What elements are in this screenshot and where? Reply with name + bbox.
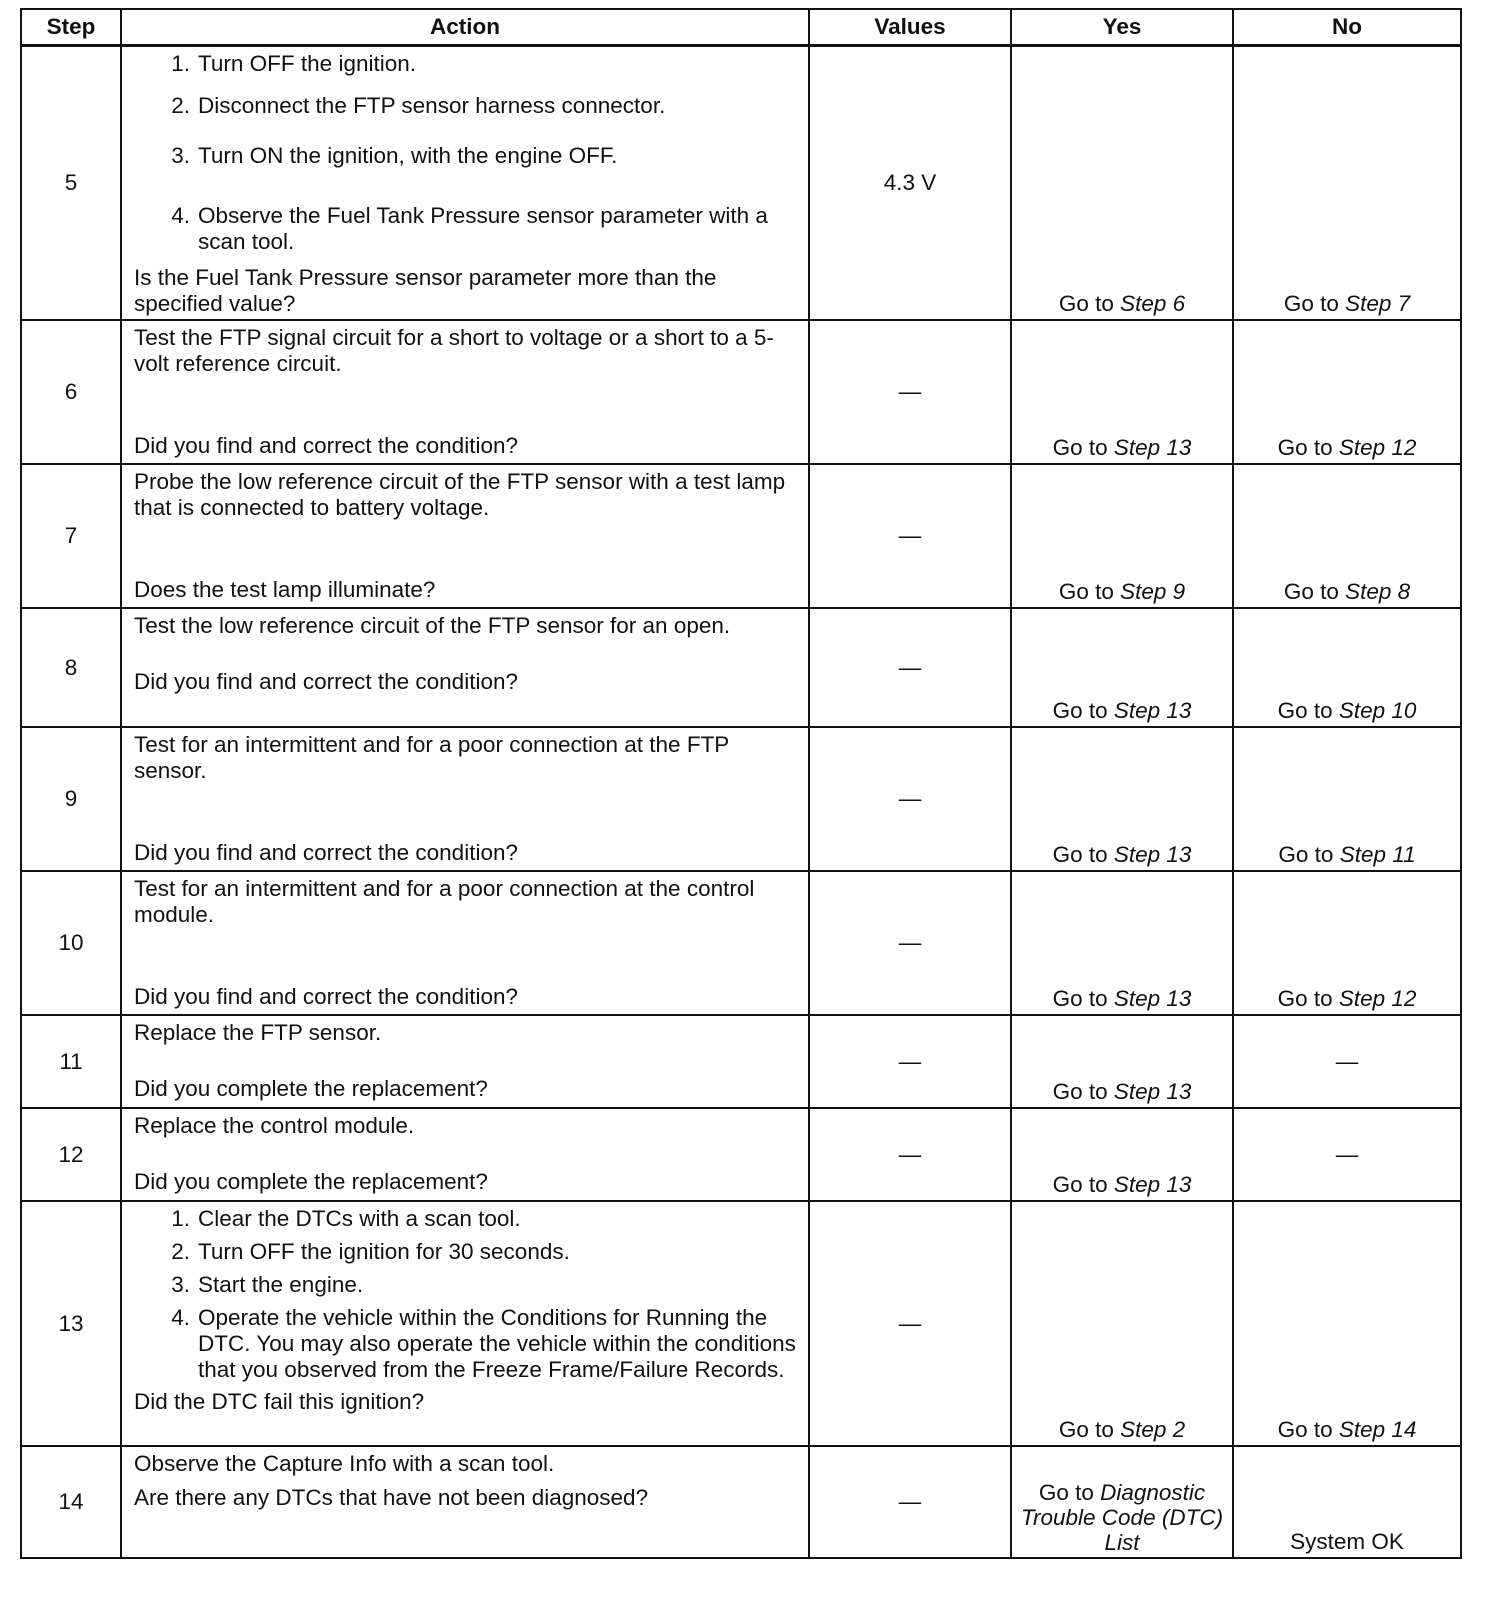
action-question: Did you find and correct the condition? [134,433,518,458]
list-item: 3. Start the engine. [171,1272,364,1297]
step-link[interactable]: Step 9 [1120,579,1186,604]
no-cell: Go to Step 11 [1233,727,1461,871]
header-yes: Yes [1011,9,1233,46]
header-step: Step [21,9,121,46]
step-link[interactable]: Step 12 [1338,986,1417,1011]
step-link[interactable]: Step 2 [1120,1417,1186,1442]
value-cell: — [809,464,1011,608]
list-item: 1. Turn OFF the ignition. [171,51,417,76]
step-link[interactable]: Step 12 [1338,435,1417,460]
yes-cell: Go to Step 2 [1011,1201,1233,1446]
action-question: Did you find and correct the condition? [134,984,518,1009]
table-row [21,871,1461,1015]
header-action: Action [121,9,809,46]
list-item: 2. Turn OFF the ignition for 30 seconds. [171,1239,570,1264]
yes-cell: Go to Step 13 [1011,320,1233,464]
action-text: Test the FTP signal circuit for a short to voltage or a short to a 5-volt reference circuit. [134,325,774,376]
yes-cell: Go to Step 13 [1011,1108,1233,1201]
value-cell: — [809,1446,1011,1558]
yes-cell: Go to Step 13 [1011,608,1233,727]
no-cell: — [1233,1108,1461,1201]
action-text: Observe the Capture Info with a scan tool. [134,1451,555,1476]
step-link[interactable]: Step 10 [1338,698,1417,723]
no-cell: Go to Step 7 [1233,46,1461,321]
header-no: No [1233,9,1461,46]
action-question: Are there any DTCs that have not been diagnosed? [134,1485,649,1510]
step-link[interactable]: Step 13 [1113,698,1192,723]
step-link[interactable]: Step 11 [1339,842,1416,867]
table-row [21,320,1461,464]
table-row [21,1201,1461,1446]
step-number: 11 [21,1015,121,1108]
value-cell: — [809,871,1011,1015]
action-cell [121,1446,809,1558]
list-item: 3. Turn ON the ignition, with the engine OFF. [171,143,618,168]
action-cell [121,1108,809,1201]
action-cell [121,1015,809,1108]
diagnostic-table [20,8,1462,1559]
step-link[interactable]: Step 14 [1338,1417,1417,1442]
step-number: 13 [21,1201,121,1446]
yes-cell: Go to Step 13 [1011,871,1233,1015]
list-item: 2. Disconnect the FTP sensor harness connector. [171,93,666,118]
yes-cell: Go to Step 13 [1011,727,1233,871]
list-item: 1. Clear the DTCs with a scan tool. [171,1206,521,1231]
action-text: Replace the FTP sensor. [134,1020,382,1045]
action-question: Did you complete the replacement? [134,1076,488,1101]
value-cell: — [809,1015,1011,1108]
step-link[interactable]: Step 6 [1120,291,1186,316]
yes-cell: Go to Step 13 [1011,1015,1233,1108]
action-steps [134,51,796,255]
step-link[interactable]: Step 8 [1345,579,1411,604]
step-number: 5 [21,46,121,321]
value-cell: — [809,727,1011,871]
header-values: Values [809,9,1011,46]
action-question: Did you find and correct the condition? [134,669,518,694]
table-row [21,1108,1461,1201]
action-cell [121,464,809,608]
step-link[interactable]: Step 13 [1113,1172,1192,1197]
action-cell [121,1201,809,1446]
list-item: 4. Observe the Fuel Tank Pressure sensor parameter with a scan tool. [171,203,768,254]
no-cell: System OK [1233,1446,1461,1558]
step-link[interactable]: Step 13 [1113,1079,1192,1104]
action-cell [121,727,809,871]
action-cell [121,46,809,321]
action-text: Replace the control module. [134,1113,415,1138]
dtc-list-link[interactable]: Diagnostic Trouble Code (DTC) List [1020,1480,1224,1555]
action-question: Did you complete the replacement? [134,1169,488,1194]
step-number: 12 [21,1108,121,1201]
step-link[interactable]: Step 13 [1113,435,1192,460]
value-cell: — [809,1201,1011,1446]
action-text: Test for an intermittent and for a poor connection at the FTP sensor. [134,732,729,783]
value-cell: — [809,320,1011,464]
action-question: Is the Fuel Tank Pressure sensor parameter more than the specified value? [134,265,717,316]
step-link[interactable]: Step 7 [1345,291,1411,316]
step-number: 10 [21,871,121,1015]
step-number: 14 [21,1446,121,1558]
step-number: 7 [21,464,121,608]
no-cell: Go to Step 14 [1233,1201,1461,1446]
value-cell: — [809,608,1011,727]
step-link[interactable]: Step 13 [1113,842,1192,867]
table-row [21,46,1461,321]
step-link[interactable]: Step 13 [1113,986,1192,1011]
action-steps [134,1206,796,1383]
no-cell: Go to Step 12 [1233,320,1461,464]
table-row [21,608,1461,727]
table-row [21,464,1461,608]
yes-cell: Go to Step 9 [1011,464,1233,608]
yes-cell: Go to Step 6 [1011,46,1233,321]
table-row [21,727,1461,871]
action-text: Probe the low reference circuit of the FTP sensor with a test lamp that is connected to battery voltage. [134,469,786,520]
action-question: Did you find and correct the condition? [134,840,518,865]
action-cell [121,608,809,727]
action-question: Does the test lamp illuminate? [134,577,436,602]
no-cell: — [1233,1015,1461,1108]
action-cell [121,871,809,1015]
action-text: Test for an intermittent and for a poor connection at the control module. [134,876,755,927]
no-cell: Go to Step 12 [1233,871,1461,1015]
step-number: 8 [21,608,121,727]
no-cell: Go to Step 10 [1233,608,1461,727]
value-cell: — [809,1108,1011,1201]
yes-cell: Go to Diagnostic Trouble Code (DTC) List [1011,1446,1233,1558]
value-cell: 4.3 V [809,46,1011,321]
table-row [21,1446,1461,1558]
step-number: 6 [21,320,121,464]
header-row [21,9,1461,46]
no-cell: Go to Step 8 [1233,464,1461,608]
action-cell [121,320,809,464]
action-text: Test the low reference circuit of the FTP sensor for an open. [134,613,731,638]
list-item: 4. Operate the vehicle within the Conditions for Running the DTC. You may also operate the vehicle within the conditions that you observed from the Freeze Frame/Failure Records. [171,1305,796,1382]
action-question: Did the DTC fail this ignition? [134,1389,425,1414]
table-row [21,1015,1461,1108]
step-number: 9 [21,727,121,871]
